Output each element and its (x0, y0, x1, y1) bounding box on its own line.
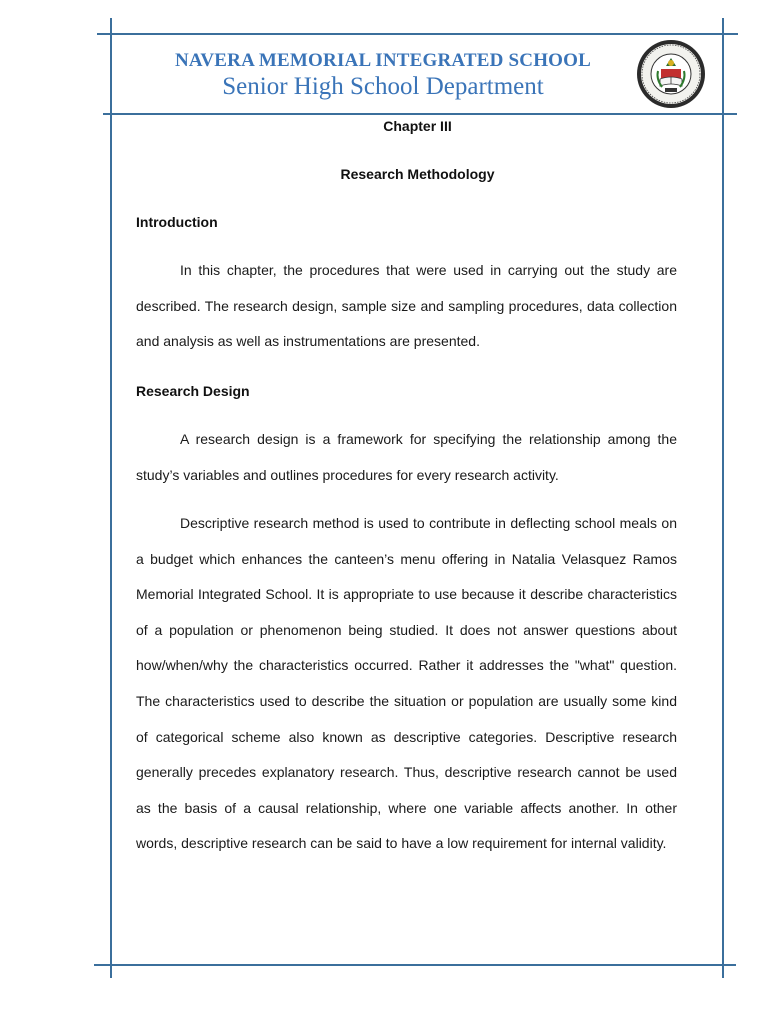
research-design-paragraph-1: A research design is a framework for specifying the relationship among the study’s variables and outlines procedures for every research activity. (136, 431, 677, 483)
frame-bottom-line (94, 964, 736, 966)
chapter-number: Chapter III (383, 118, 452, 134)
introduction-heading: Introduction (136, 214, 218, 230)
frame-right-line (722, 18, 724, 978)
chapter-title: Research Methodology (340, 166, 495, 182)
frame-left-line (110, 18, 112, 978)
introduction-paragraph: In this chapter, the procedures that were used in carrying out the study are described. The research design, sample size and sampling procedures, data collection and analysis as well as instrumentations are presented. (136, 262, 677, 350)
school-seal-icon (636, 39, 706, 109)
research-design-paragraph-2: Descriptive research method is used to contribute in deflecting school meals on a budget which enhances the canteen’s menu offering in Natalia Velasquez Ramos Memorial Integrated School. It is appropriate to use because it describe characteristics of a population or phenomenon being studied. It does not answer questions about how/when/why the characteristics occurred. Rather it addresses the "what" question. The characteristics used to describe the situation or population are usually some kind of categorical scheme also known as descriptive categories. Descriptive research generally precedes explanatory research. Thus, descriptive research cannot be used as the basis of a causal relationship, where one variable affects another. In other words, descriptive research can be said to have a low requirement for internal validity. (136, 515, 677, 852)
school-name: NAVERA MEMORIAL INTEGRATED SCHOOL (174, 50, 592, 71)
research-design-heading: Research Design (136, 383, 250, 399)
department-name: Senior High School Department (222, 73, 544, 100)
frame-top-line (97, 33, 738, 35)
header-divider-line (103, 113, 737, 115)
